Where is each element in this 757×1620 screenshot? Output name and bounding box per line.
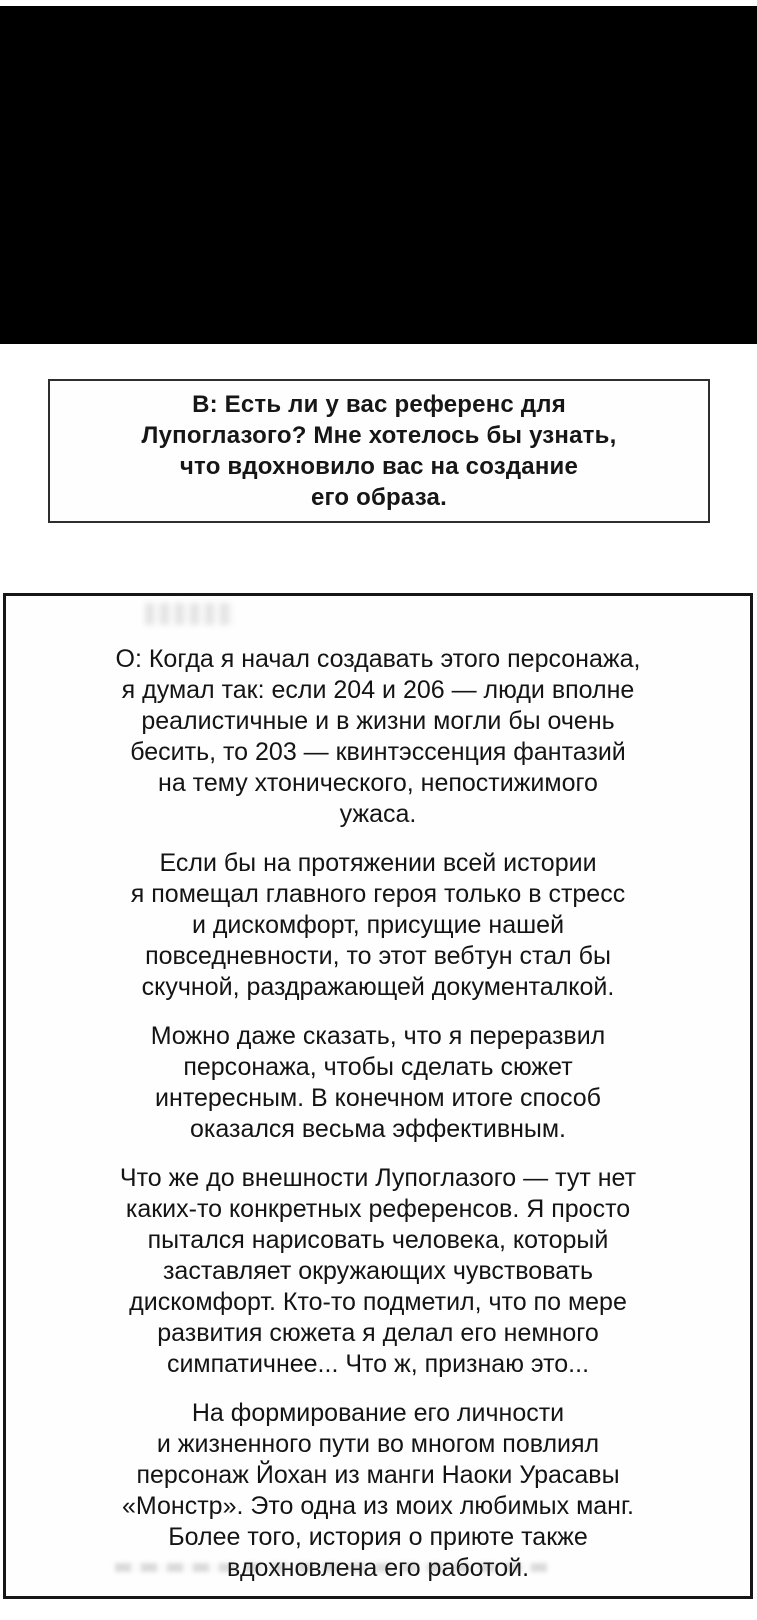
question-speech-box	[48, 379, 710, 523]
answer-paragraph-1	[46, 644, 710, 830]
answer-line: дискомфорт. Кто-то подметил, что по мере	[129, 1288, 627, 1316]
answer-line: О: Когда я начал создавать этого персонажа,	[115, 645, 641, 673]
answer-line: на тему хтонического, непостижимого	[158, 769, 598, 797]
answer-line: вдохновлена его работой.	[226, 1554, 530, 1582]
answer-line: Если бы на протяжении всей истории	[159, 849, 597, 877]
question-line: В: Есть ли у вас референс для	[192, 391, 566, 418]
answer-line: Более того, история о приюте также	[168, 1523, 588, 1551]
answer-line: я помещал главного героя только в стресс	[130, 880, 626, 908]
answer-paragraph-2	[46, 848, 710, 1003]
answer-line: повседневности, то этот вебтун стал бы	[145, 942, 611, 970]
answer-line: и дискомфорт, присущие нашей	[191, 911, 565, 939]
answer-line: ужаса.	[339, 800, 417, 828]
black-comic-panel	[0, 6, 757, 344]
answer-line: я думал так: если 204 и 206 — люди вполне	[121, 676, 635, 704]
question-line: что вдохновило вас на создание	[179, 453, 579, 480]
answer-line: персонаж Йохан из манги Наоки Урасавы	[136, 1461, 620, 1489]
answer-line: На формирование его личности	[191, 1399, 565, 1427]
question-text	[142, 389, 617, 513]
answer-line: персонажа, чтобы сделать сюжет	[183, 1053, 573, 1081]
answer-line: заставляет окружающих чувствовать	[162, 1257, 594, 1285]
answer-line: развития сюжета я делал его немного	[157, 1319, 599, 1347]
answer-line: оказался весьма эффективным.	[189, 1115, 567, 1143]
answer-line: пытался нарисовать человека, который	[147, 1226, 609, 1254]
answer-paragraph-5	[46, 1398, 710, 1584]
answer-line: реалистичные и в жизни могли бы очень	[141, 707, 615, 735]
blurred-credits-watermark	[115, 1563, 547, 1572]
question-line: его образа.	[311, 484, 447, 511]
erased-text-smudge	[145, 603, 235, 625]
answer-line: бесить, то 203 — квинтэссенция фантазий	[130, 738, 626, 766]
answer-line: каких-то конкретных референсов. Я просто	[125, 1195, 631, 1223]
answer-line: «Монстр». Это одна из моих любимых манг.	[122, 1492, 634, 1520]
answer-paragraph-3	[46, 1021, 710, 1145]
answer-line: Что же до внешности Лупоглазого — тут нет	[119, 1164, 637, 1192]
question-line: Лупоглазого? Мне хотелось бы узнать,	[141, 422, 617, 449]
answer-line: и жизненного пути во многом повлиял	[156, 1430, 600, 1458]
answer-line: интересным. В конечном итоге способ	[155, 1084, 601, 1112]
answer-line: симпатичнее... Что ж, признаю это...	[166, 1350, 590, 1378]
answer-paragraph-4	[46, 1163, 710, 1380]
answer-speech-box	[3, 593, 753, 1599]
answer-line: скучной, раздражающей документалкой.	[141, 973, 615, 1001]
answer-line: Можно даже сказать, что я переразвил	[150, 1022, 606, 1050]
